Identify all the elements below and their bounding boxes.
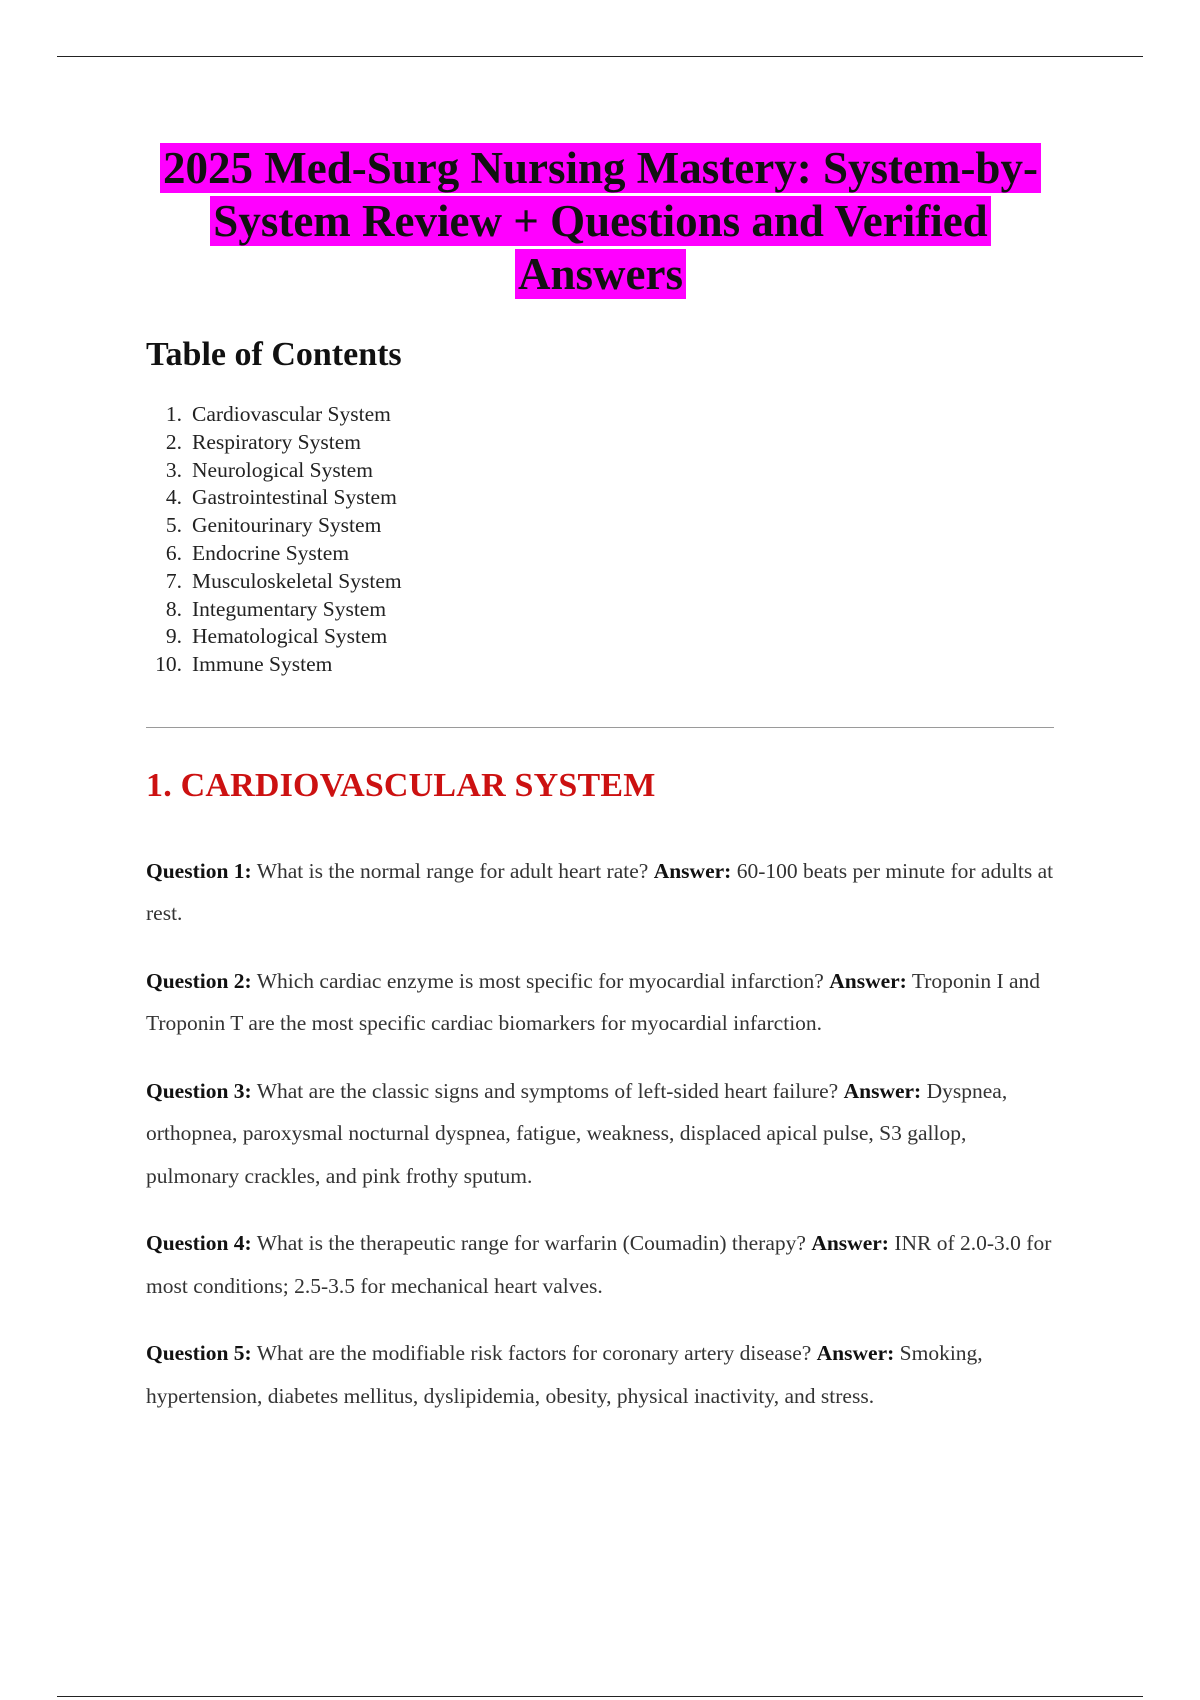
answer-text: Smoking, hypertension, diabetes mellitus, dyslipidemia, obesity, physical inactivity, and stress. — [146, 1341, 983, 1408]
toc-item-number: 4. — [165, 485, 182, 510]
toc-item[interactable] — [146, 484, 1055, 512]
toc-item[interactable] — [146, 623, 1055, 651]
question-text: What is the therapeutic range for warfarin (Coumadin) therapy? — [256, 1231, 806, 1256]
question-text: What are the modifiable risk factors for coronary artery disease? — [256, 1341, 812, 1366]
document-title — [146, 142, 1055, 301]
toc-item[interactable] — [146, 512, 1055, 540]
toc-item[interactable] — [146, 651, 1055, 679]
toc-item-number: 6. — [165, 540, 182, 565]
toc-item-label: Musculoskeletal System — [192, 568, 402, 593]
toc-item-number: 7. — [165, 568, 182, 593]
title-highlight: 2025 Med-Surg Nursing Mastery: System-by-System Review + Questions and Verified Answers — [160, 143, 1041, 299]
toc-item[interactable] — [146, 401, 1055, 429]
document-page — [146, 142, 1055, 1417]
question-label: Question 5: — [146, 1341, 252, 1366]
toc-item-label: Neurological System — [192, 457, 373, 482]
page-bottom-rule — [57, 1696, 1143, 1697]
question-label: Question 1: — [146, 858, 252, 883]
qa-item-1 — [146, 850, 1055, 935]
toc-heading: Table of Contents — [146, 336, 402, 373]
toc-item-label: Gastrointestinal System — [192, 485, 397, 510]
toc-list — [146, 401, 1055, 679]
answer-label: Answer: — [843, 1078, 922, 1103]
toc-item-number: 9. — [165, 624, 182, 649]
answer-label: Answer: — [811, 1231, 889, 1256]
answer-text: Troponin I and Troponin T are the most specific cardiac biomarkers for myocardial infarction. — [146, 968, 1041, 1036]
answer-text: 60-100 beats per minute for adults at rest. — [146, 858, 1054, 926]
question-label: Question 2: — [146, 968, 252, 993]
qa-item-2 — [146, 960, 1055, 1045]
question-label: Question 3: — [146, 1078, 252, 1103]
page-top-rule — [57, 56, 1143, 57]
answer-label: Answer: — [829, 968, 907, 993]
toc-item-label: Integumentary System — [192, 596, 387, 621]
toc-item[interactable] — [146, 568, 1055, 596]
toc-item-label: Cardiovascular System — [192, 402, 391, 426]
question-label: Question 4: — [146, 1231, 252, 1256]
toc-item-number: 3. — [165, 457, 182, 482]
toc-item[interactable] — [146, 540, 1055, 568]
section-heading-cardiovascular: 1. CARDIOVASCULAR SYSTEM — [146, 766, 656, 804]
toc-item[interactable] — [146, 429, 1055, 457]
toc-item-label: Immune System — [192, 652, 333, 677]
toc-item-label: Genitourinary System — [192, 513, 382, 538]
answer-label: Answer: — [816, 1341, 895, 1366]
qa-item-4 — [146, 1222, 1055, 1307]
question-text: What is the normal range for adult heart rate? — [256, 858, 649, 883]
section-divider — [146, 727, 1054, 728]
qa-item-5 — [146, 1332, 1055, 1417]
toc-item-number: 5. — [165, 513, 182, 538]
toc-item-number: 8. — [165, 596, 182, 621]
toc-item[interactable] — [146, 596, 1055, 624]
answer-text: INR of 2.0-3.0 for most conditions; 2.5-3.5 for mechanical heart valves. — [146, 1231, 1052, 1298]
toc-item-label: Endocrine System — [192, 540, 350, 565]
answer-label: Answer: — [653, 858, 732, 883]
question-text: Which cardiac enzyme is most specific for myocardial infarction? — [256, 968, 824, 993]
toc-item-number: 10. — [155, 652, 182, 677]
answer-text: Dyspnea, orthopnea, paroxysmal nocturnal dyspnea, fatigue, weakness, displaced apical pulse, S3 gallop, pulmonary crackles, and pink frothy sputum. — [146, 1078, 1008, 1188]
toc-item-label: Respiratory System — [192, 429, 361, 454]
toc-item-label: Hematological System — [192, 624, 388, 649]
qa-item-3 — [146, 1070, 1055, 1198]
toc-item[interactable] — [146, 457, 1055, 485]
question-text: What are the classic signs and symptoms of left-sided heart failure? — [256, 1078, 839, 1103]
toc-item-number: 2. — [165, 429, 182, 454]
toc-item-number: 1. — [165, 402, 182, 426]
